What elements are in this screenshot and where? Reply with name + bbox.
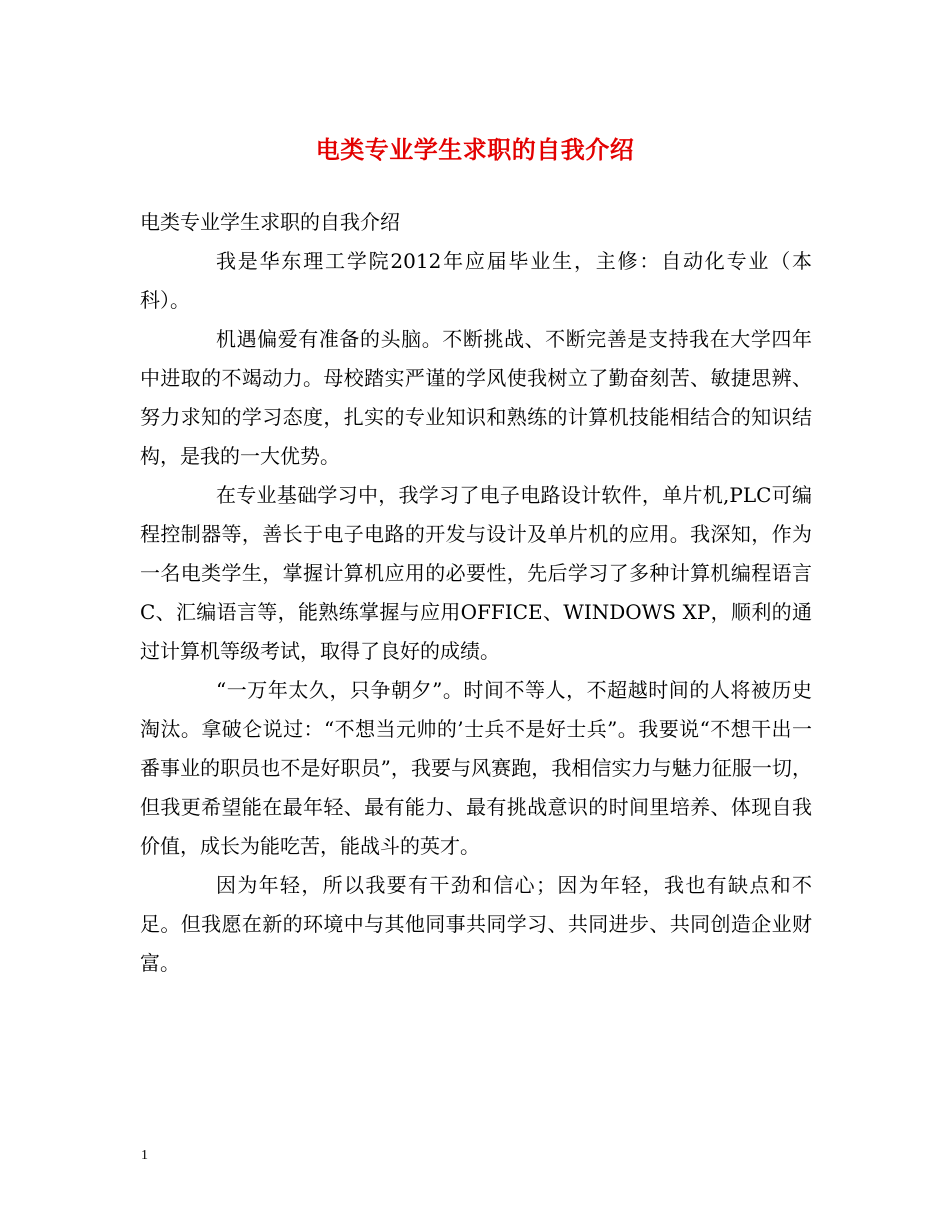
paragraph-youth: 因为年轻，所以我要有干劲和信心；因为年轻，我也有缺点和不足。但我愿在新的环境中与其他同事共同学习、共同进步、共同创造企业财富。	[140, 873, 812, 975]
document-body	[140, 203, 812, 983]
paragraph-skills: 在专业基础学习中，我学习了电子电路设计软件，单片机,PLC可编程控制器等，善长于电子电路的开发与设计及单片机的应用。我深知，作为一名电类学生，掌握计算机应用的必要性，先后学习了多种计算机编程语言C、汇编语言等，能熟练掌握与应用OFFICE、WINDOWS XP，顺利的通过计算机等级考试，取得了良好的成绩。	[140, 483, 812, 663]
subtitle-line: 电类专业学生求职的自我介绍	[140, 210, 400, 234]
paragraph-opportunity: 机遇偏爱有准备的头脑。不断挑战、不断完善是支持我在大学四年中进取的不竭动力。母校踏实严谨的学风使我树立了勤奋刻苦、敏捷思辨、努力求知的学习态度，扎实的专业知识和熟练的计算机技能相结合的知识结构，是我的一大优势。	[140, 327, 812, 468]
page-title: 电类专业学生求职的自我介绍	[315, 135, 635, 164]
page-number: 1	[141, 1148, 148, 1163]
paragraph-intro: 我是华东理工学院2012年应届毕业生，主修：自动化专业（本科）。	[140, 249, 812, 312]
paragraph-ambition: “一万年太久，只争朝夕”。时间不等人，不超越时间的人将被历史淘汰。拿破仑说过：“不想当元帅的’士兵不是好士兵”。我要说“不想干出一番事业的职员也不是好职员”，我要与风赛跑，我相信实力与魅力征服一切，但我更希望能在最年轻、最有能力、最有挑战意识的时间里培养、体现自我价值，成长为能吃苦，能战斗的英才。	[140, 678, 812, 858]
